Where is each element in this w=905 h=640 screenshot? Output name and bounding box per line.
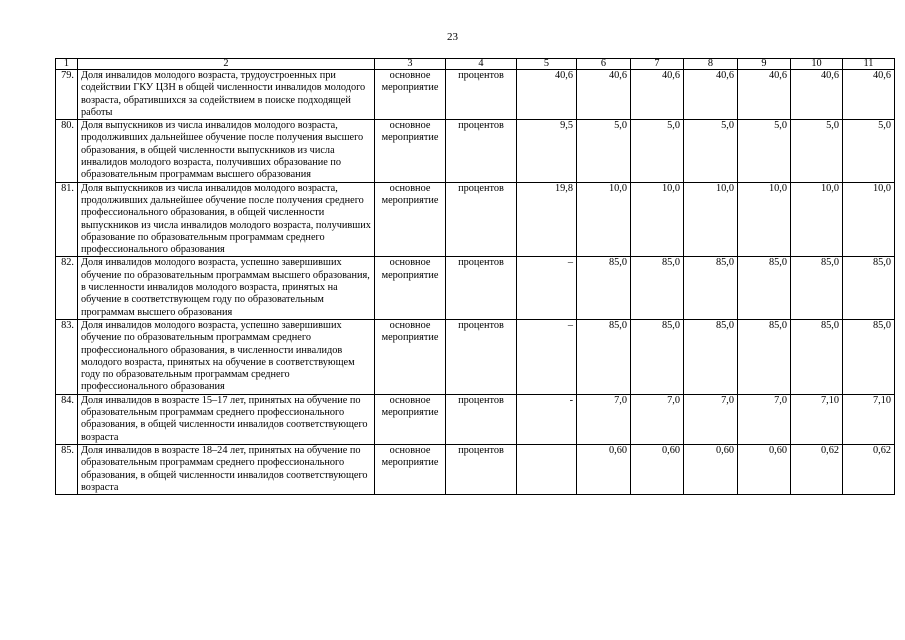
- column-header: 9: [738, 59, 791, 70]
- value-cell: 85,0: [843, 257, 895, 319]
- value-cell: 10,0: [843, 182, 895, 257]
- column-header: 3: [375, 59, 446, 70]
- value-cell: 7,10: [843, 394, 895, 444]
- value-cell: –: [517, 257, 577, 319]
- value-cell: 40,6: [631, 70, 684, 120]
- table-row: [56, 444, 895, 494]
- row-number: 81.: [56, 182, 78, 257]
- value-cell: 5,0: [631, 120, 684, 182]
- value-cell: 0,60: [684, 444, 738, 494]
- table-row: [56, 120, 895, 182]
- column-header: 10: [791, 59, 843, 70]
- value-cell: 40,6: [577, 70, 631, 120]
- value-cell: 0,60: [631, 444, 684, 494]
- column-header: 2: [78, 59, 375, 70]
- value-cell: 0,60: [577, 444, 631, 494]
- value-cell: 7,0: [631, 394, 684, 444]
- unit: процентов: [446, 257, 517, 319]
- value-cell: 85,0: [738, 319, 791, 394]
- row-number: 82.: [56, 257, 78, 319]
- value-cell: 0,62: [791, 444, 843, 494]
- activity-type: основное мероприятие: [375, 182, 446, 257]
- value-cell: 9,5: [517, 120, 577, 182]
- value-cell: 40,6: [843, 70, 895, 120]
- row-number: 84.: [56, 394, 78, 444]
- unit: процентов: [446, 444, 517, 494]
- value-cell: 85,0: [684, 257, 738, 319]
- value-cell: 0,60: [738, 444, 791, 494]
- table-row: [56, 257, 895, 319]
- unit: процентов: [446, 394, 517, 444]
- value-cell: [517, 444, 577, 494]
- value-cell: 85,0: [791, 257, 843, 319]
- activity-type: основное мероприятие: [375, 319, 446, 394]
- row-number: 80.: [56, 120, 78, 182]
- indicator-name: Доля выпускников из числа инвалидов молодого возраста, продолживших дальнейшее обучение после получения среднего профессионального образования, в общей численности выпускников из числа инвалидов молодого возраста, получивших образование по образовательным программам среднего профессионального образования: [78, 182, 375, 257]
- page-number: 23: [447, 31, 458, 43]
- row-number: 79.: [56, 70, 78, 120]
- value-cell: 40,6: [684, 70, 738, 120]
- row-number: 83.: [56, 319, 78, 394]
- value-cell: 85,0: [577, 257, 631, 319]
- value-cell: 40,6: [517, 70, 577, 120]
- activity-type: основное мероприятие: [375, 394, 446, 444]
- activity-type: основное мероприятие: [375, 70, 446, 120]
- value-cell: 19,8: [517, 182, 577, 257]
- value-cell: 7,0: [577, 394, 631, 444]
- activity-type: основное мероприятие: [375, 444, 446, 494]
- table-row: [56, 319, 895, 394]
- indicator-name: Доля выпускников из числа инвалидов молодого возраста, продолживших дальнейшее обучение после получения высшего образования, в общей численности выпускников из числа инвалидов молодого возраста, получивших образование по образовательным программам высшего образования: [78, 120, 375, 182]
- value-cell: 40,6: [738, 70, 791, 120]
- value-cell: -: [517, 394, 577, 444]
- value-cell: 7,0: [684, 394, 738, 444]
- table-row: [56, 70, 895, 120]
- value-cell: –: [517, 319, 577, 394]
- value-cell: 10,0: [577, 182, 631, 257]
- value-cell: 5,0: [684, 120, 738, 182]
- value-cell: 85,0: [577, 319, 631, 394]
- column-header: 6: [577, 59, 631, 70]
- value-cell: 5,0: [791, 120, 843, 182]
- indicator-name: Доля инвалидов в возрасте 18–24 лет, принятых на обучение по образовательным программам среднего профессионального образования, в общей численности инвалидов соответствующего возраста: [78, 444, 375, 494]
- column-header: 11: [843, 59, 895, 70]
- value-cell: 40,6: [791, 70, 843, 120]
- indicator-name: Доля инвалидов молодого возраста, успешно завершивших обучение по образовательным программам среднего профессионального образования, в численности инвалидов молодого возраста, принятых на обучение в соответствующем году по образовательным программам среднего профессионального образования: [78, 319, 375, 394]
- value-cell: 85,0: [684, 319, 738, 394]
- value-cell: 10,0: [631, 182, 684, 257]
- value-cell: 10,0: [738, 182, 791, 257]
- column-header: 7: [631, 59, 684, 70]
- column-header: 8: [684, 59, 738, 70]
- value-cell: 5,0: [738, 120, 791, 182]
- value-cell: 5,0: [843, 120, 895, 182]
- value-cell: 0,62: [843, 444, 895, 494]
- value-cell: 85,0: [631, 319, 684, 394]
- activity-type: основное мероприятие: [375, 120, 446, 182]
- unit: процентов: [446, 319, 517, 394]
- table-row: [56, 394, 895, 444]
- value-cell: 7,10: [791, 394, 843, 444]
- value-cell: 85,0: [631, 257, 684, 319]
- value-cell: 85,0: [791, 319, 843, 394]
- table-row: [56, 182, 895, 257]
- unit: процентов: [446, 182, 517, 257]
- indicators-table: [55, 58, 895, 495]
- value-cell: 10,0: [791, 182, 843, 257]
- value-cell: 5,0: [577, 120, 631, 182]
- unit: процентов: [446, 70, 517, 120]
- row-number: 85.: [56, 444, 78, 494]
- column-header: 1: [56, 59, 78, 70]
- activity-type: основное мероприятие: [375, 257, 446, 319]
- unit: процентов: [446, 120, 517, 182]
- value-cell: 7,0: [738, 394, 791, 444]
- indicator-name: Доля инвалидов молодого возраста, успешно завершивших обучение по образовательным программам высшего образования, в численности инвалидов молодого возраста, принятых на обучение в соответствующем году по образовательным программам высшего образования: [78, 257, 375, 319]
- indicator-name: Доля инвалидов молодого возраста, трудоустроенных при содействии ГКУ ЦЗН в общей численности инвалидов молодого возраста, обратившихся за содействием в поиске подходящей работы: [78, 70, 375, 120]
- column-header: 5: [517, 59, 577, 70]
- column-header: 4: [446, 59, 517, 70]
- value-cell: 10,0: [684, 182, 738, 257]
- indicator-name: Доля инвалидов в возрасте 15–17 лет, принятых на обучение по образовательным программам среднего профессионального образования, в общей численности инвалидов соответствующего возраста: [78, 394, 375, 444]
- header-row: [56, 59, 895, 70]
- value-cell: 85,0: [738, 257, 791, 319]
- value-cell: 85,0: [843, 319, 895, 394]
